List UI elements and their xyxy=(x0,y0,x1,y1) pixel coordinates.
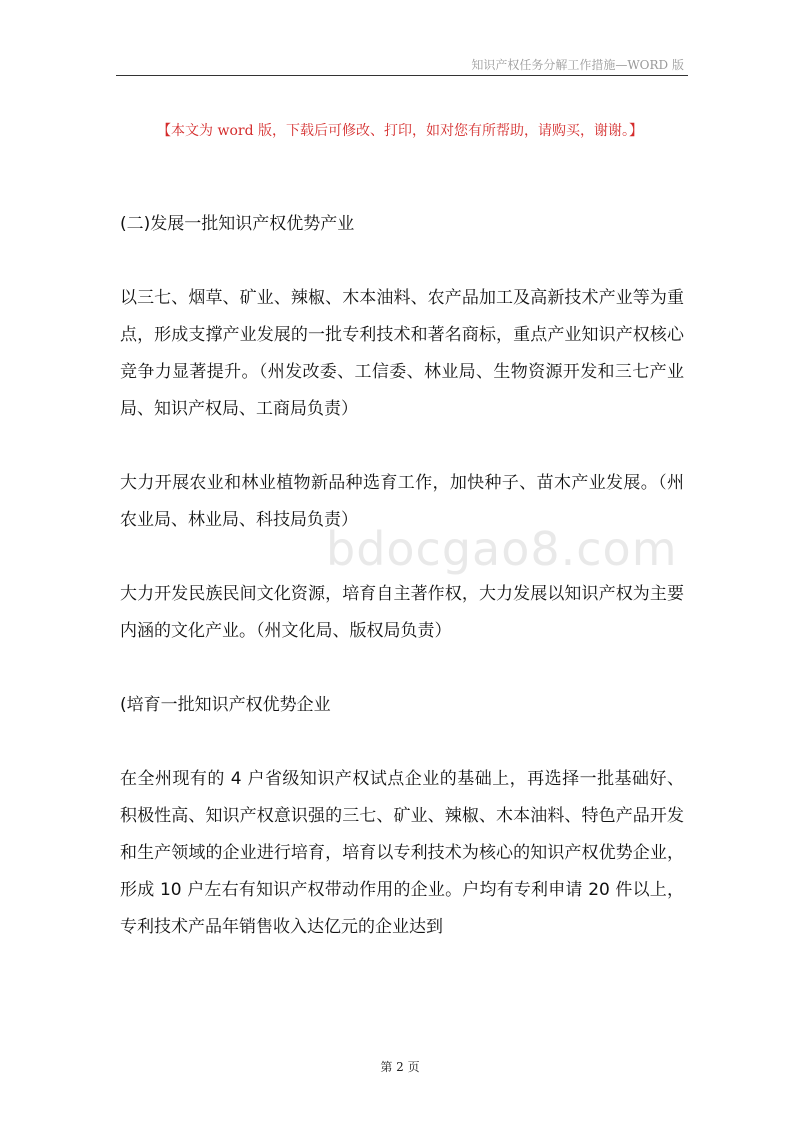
paragraph-key-industries: 以三七、烟草、矿业、辣椒、木本油料、农产品加工及高新技术产业等为重点，形成支撑产业发展的一批专利技术和著名商标，重点产业知识产权核心竞争力显著提升。（州发改委、工信委、林业局、生物资源开发和三七产业局、知识产权局、工商局负责） xyxy=(120,288,684,419)
header-divider xyxy=(116,75,688,76)
document-body xyxy=(120,206,684,946)
purchase-notice: 【本文为 word 版，下载后可修改、打印，如对您有所帮助，请购买，谢谢。】 xyxy=(157,123,643,139)
document-header-title: 知识产权任务分解工作措施—WORD 版 xyxy=(471,58,684,72)
paragraph-plant-varieties: 大力开展农业和林业植物新品种选育工作，加快种子、苗木产业发展。（州农业局、林业局、科技局负责） xyxy=(120,473,684,530)
paragraph-pilot-enterprises: 在全州现有的 4 户省级知识产权试点企业的基础上，再选择一批基础好、积极性高、知识产权意识强的三七、矿业、辣椒、木本油料、特色产品开发和生产领域的企业进行培育，培育以专利技术为核心的知识产权优势企业，形成 10 户左右有知识产权带动作用的企业。户均有专利申请 20 件以上，专利技术产品年销售收入达亿元的企业达到 xyxy=(120,769,684,937)
section-heading-industries: (二)发展一批知识产权优势产业 xyxy=(120,214,355,234)
paragraph-cultural-resources: 大力开发民族民间文化资源，培育自主著作权，大力发展以知识产权为主要内涵的文化产业。（州文化局、版权局负责） xyxy=(120,584,684,641)
watermark: bdocgao8.com xyxy=(326,522,678,576)
page-number: 第 2 页 xyxy=(380,1060,420,1074)
section-heading-enterprises: (培育一批知识产权优势企业 xyxy=(120,695,331,715)
